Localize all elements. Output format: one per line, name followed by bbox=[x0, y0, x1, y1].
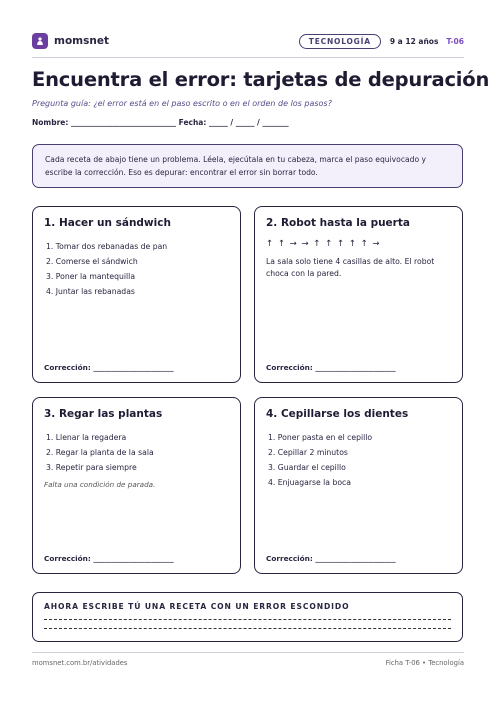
step-item: 4. Juntar las rebanadas bbox=[46, 287, 135, 296]
step-list bbox=[44, 430, 229, 475]
card-teeth bbox=[254, 397, 463, 574]
write-your-own-box bbox=[32, 592, 463, 642]
card-title: 2. Robot hasta la puerta bbox=[266, 217, 410, 229]
write-your-own-label: AHORA ESCRIBE TÚ UNA RECETA CON UN ERROR ESCONDIDO bbox=[44, 602, 350, 611]
step-item: 3. Repetir para siempre bbox=[46, 463, 137, 472]
step-item: 1. Tomar dos rebanadas de pan bbox=[46, 242, 168, 251]
footer-sheet-info: Ficha T-06 • Tecnología bbox=[385, 659, 464, 667]
step-item: 2. Regar la planta de la sala bbox=[46, 448, 154, 457]
step-item: 1. Poner pasta en el cepillo bbox=[268, 433, 373, 442]
step-item: 2. Comerse el sándwich bbox=[46, 257, 138, 266]
category-badge: TECNOLOGÍA bbox=[299, 34, 381, 49]
step-item: 3. Poner la mantequilla bbox=[46, 272, 136, 281]
card-description: La sala solo tiene 4 casillas de alto. El robot choca con la pared. bbox=[266, 257, 435, 278]
header-divider bbox=[32, 57, 464, 58]
card-title: 4. Cepillarse los dientes bbox=[266, 408, 409, 420]
card-plants bbox=[32, 397, 241, 574]
footer-divider bbox=[32, 652, 464, 653]
card-robot bbox=[254, 206, 463, 383]
correction-line: Corrección: ______________________ bbox=[44, 363, 174, 372]
momsnet-logo-icon bbox=[32, 33, 48, 49]
brand-name: momsnet bbox=[54, 35, 109, 47]
correction-line: Corrección: ______________________ bbox=[266, 554, 396, 563]
sheet-code: T-06 bbox=[446, 36, 464, 46]
writing-line bbox=[44, 619, 451, 620]
step-item: 2. Cepillar 2 minutos bbox=[268, 448, 348, 457]
step-list bbox=[44, 239, 229, 299]
step-item: 3. Guardar el cepillo bbox=[268, 463, 346, 472]
page-header bbox=[32, 30, 464, 52]
step-item: 4. Enjuagarse la boca bbox=[268, 478, 351, 487]
correction-line: Corrección: ______________________ bbox=[44, 554, 174, 563]
card-title: 1. Hacer un sándwich bbox=[44, 217, 171, 229]
writing-line bbox=[44, 628, 451, 629]
name-date-line: Nombre: ____________________________ Fecha: _____ / _____ / _______ bbox=[32, 118, 289, 127]
intro-box: Cada receta de abajo tiene un problema. Léela, ejecútala en tu cabeza, marca el paso equivocado y escribe la corrección. Eso es depurar: encontrar el error sin borrar todo. bbox=[32, 144, 463, 188]
step-list bbox=[266, 430, 451, 490]
step-item: 1. Llenar la regadera bbox=[46, 433, 127, 442]
correction-line: Corrección: ______________________ bbox=[266, 363, 396, 372]
card-sandwich bbox=[32, 206, 241, 383]
page-title: Encuentra el error: tarjetas de depuración bbox=[32, 68, 490, 91]
guide-question: Pregunta guía: ¿el error está en el paso escrito o en el orden de los pasos? bbox=[32, 99, 332, 108]
card-hint: Falta una condición de parada. bbox=[44, 480, 156, 489]
robot-arrow-sequence: ↑ ↑ → → ↑ ↑ ↑ ↑ ↑ → bbox=[266, 239, 381, 249]
card-title: 3. Regar las plantas bbox=[44, 408, 163, 420]
age-range: 9 a 12 años bbox=[389, 36, 439, 46]
footer-url: momsnet.com.br/atividades bbox=[32, 659, 128, 667]
